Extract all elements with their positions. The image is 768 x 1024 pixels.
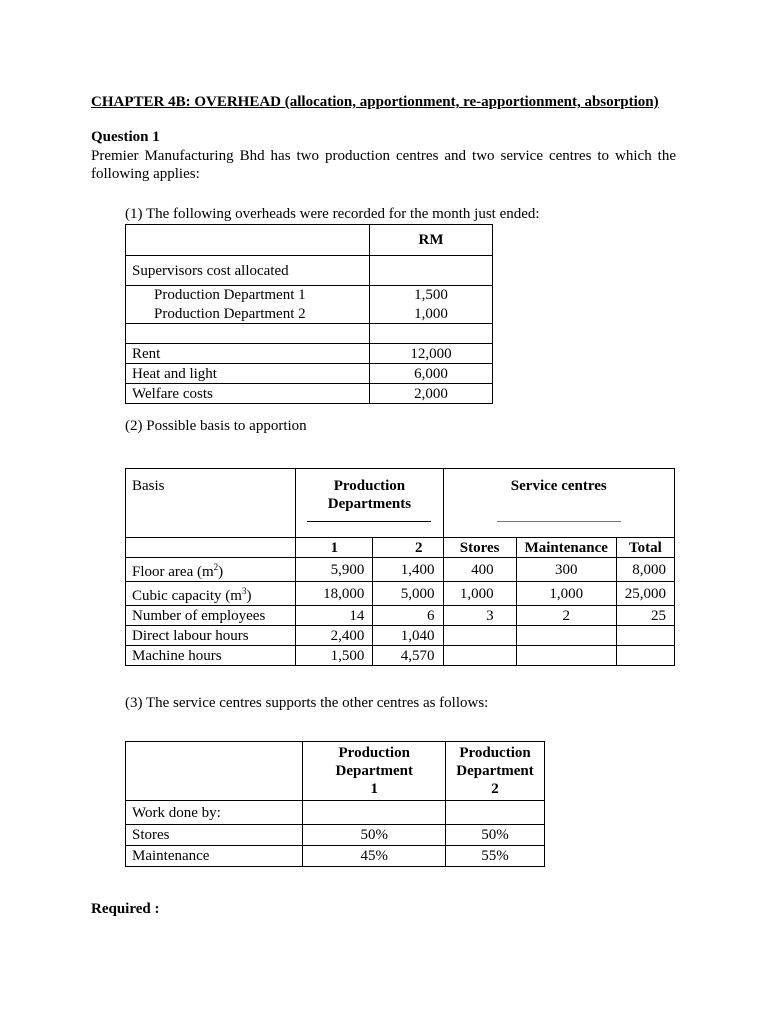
overheads-row-amount: 1,500: [370, 286, 493, 305]
overheads-spacer-cell: [126, 324, 370, 344]
overheads-row-amount: 12,000: [370, 344, 493, 364]
overheads-row-label: Production Department 1: [126, 286, 370, 305]
basis-cell: 3: [443, 606, 516, 626]
basis-cell: 18,000: [296, 582, 373, 606]
overheads-spacer-cell: [370, 324, 493, 344]
basis-cell: [516, 626, 616, 646]
overheads-item-header: [126, 225, 370, 256]
support-cell: 50%: [303, 825, 446, 846]
column-header: Total: [616, 538, 674, 558]
overheads-row-label: Production Department 2: [126, 305, 370, 324]
basis-cell: 5,900: [296, 558, 373, 582]
basis-cell: 14: [296, 606, 373, 626]
basis-header: Basis: [126, 469, 296, 538]
basis-row-label: Machine hours: [126, 646, 296, 666]
basis-cell: 5,000: [373, 582, 443, 606]
question-title: Question 1: [91, 129, 160, 145]
service-centres-header: [443, 469, 674, 538]
overheads-row-label: Rent: [126, 344, 370, 364]
overheads-row-amount: 2,000: [370, 384, 493, 404]
section3-label: (3) The service centres supports the other centres as follows:: [125, 695, 489, 711]
basis-cell: 2,400: [296, 626, 373, 646]
basis-column-spacer: [126, 538, 296, 558]
basis-row-label: Cubic capacity $(m^3)$: [126, 582, 296, 606]
required-label: Required :: [91, 901, 160, 917]
production-departments-header: [296, 469, 443, 538]
support-cell: [303, 801, 446, 825]
overheads-row-label: Welfare costs: [126, 384, 370, 404]
basis-cell: 1,040: [373, 626, 443, 646]
service-centres-header-text: Service centres: [510, 478, 607, 494]
section1-label: (1) The following overheads were recorded for the month just ended:: [125, 206, 540, 222]
overheads-table: [125, 224, 493, 404]
basis-cell: [443, 646, 516, 666]
basis-cell: 1,000: [516, 582, 616, 606]
support-cell: 55%: [446, 846, 545, 867]
support-cell: 50%: [446, 825, 545, 846]
service-header-underline: [497, 521, 621, 522]
question-intro: Premier Manufacturing Bhd has two production centres and two service centres to which the following applies:: [91, 148, 676, 182]
column-header: 2: [373, 538, 443, 558]
basis-cell: [516, 646, 616, 666]
basis-cell: 25,000: [616, 582, 674, 606]
section2-label: (2) Possible basis to apportion: [125, 418, 307, 434]
basis-row-label: Floor area $(m^2)$: [126, 558, 296, 582]
support-row-label: Stores: [126, 825, 303, 846]
basis-cell: [616, 646, 674, 666]
production-department-2-header: Production Department 2: [446, 742, 545, 801]
basis-row-label: Direct labour hours: [126, 626, 296, 646]
basis-cell: [616, 626, 674, 646]
basis-cell: 4,570: [373, 646, 443, 666]
basis-table: [125, 468, 675, 666]
production-department-1-header: Production Department 1: [303, 742, 446, 801]
work-done-label: Work done by:: [126, 801, 303, 825]
basis-row-label: Number of employees: [126, 606, 296, 626]
basis-cell: 1,500: [296, 646, 373, 666]
basis-cell: 1,000: [443, 582, 516, 606]
chapter-title: CHAPTER 4B: OVERHEAD (allocation, apportionment, re-apportionment, absorption): [91, 94, 659, 110]
service-support-table: [125, 741, 545, 867]
support-cell: [446, 801, 545, 825]
support-cell: 45%: [303, 846, 446, 867]
overheads-row-label: Heat and light: [126, 364, 370, 384]
basis-cell: 6: [373, 606, 443, 626]
support-header-spacer: [126, 742, 303, 801]
overheads-row-amount: 6,000: [370, 364, 493, 384]
column-header: 1: [296, 538, 373, 558]
column-header: Stores: [443, 538, 516, 558]
basis-cell: 300: [516, 558, 616, 582]
production-header-underline: [307, 521, 431, 522]
overheads-row-amount: 1,000: [370, 305, 493, 324]
column-header: Maintenance: [516, 538, 616, 558]
production-departments-header-text: Production Departments: [327, 478, 412, 512]
overheads-row-amount: [370, 256, 493, 286]
basis-cell: 8,000: [616, 558, 674, 582]
basis-cell: 400: [443, 558, 516, 582]
basis-cell: 25: [616, 606, 674, 626]
support-row-label: Maintenance: [126, 846, 303, 867]
basis-cell: [443, 626, 516, 646]
basis-cell: 1,400: [373, 558, 443, 582]
basis-cell: 2: [516, 606, 616, 626]
overheads-row-label: Supervisors cost allocated: [126, 256, 370, 286]
overheads-amount-header: RM: [370, 225, 493, 256]
